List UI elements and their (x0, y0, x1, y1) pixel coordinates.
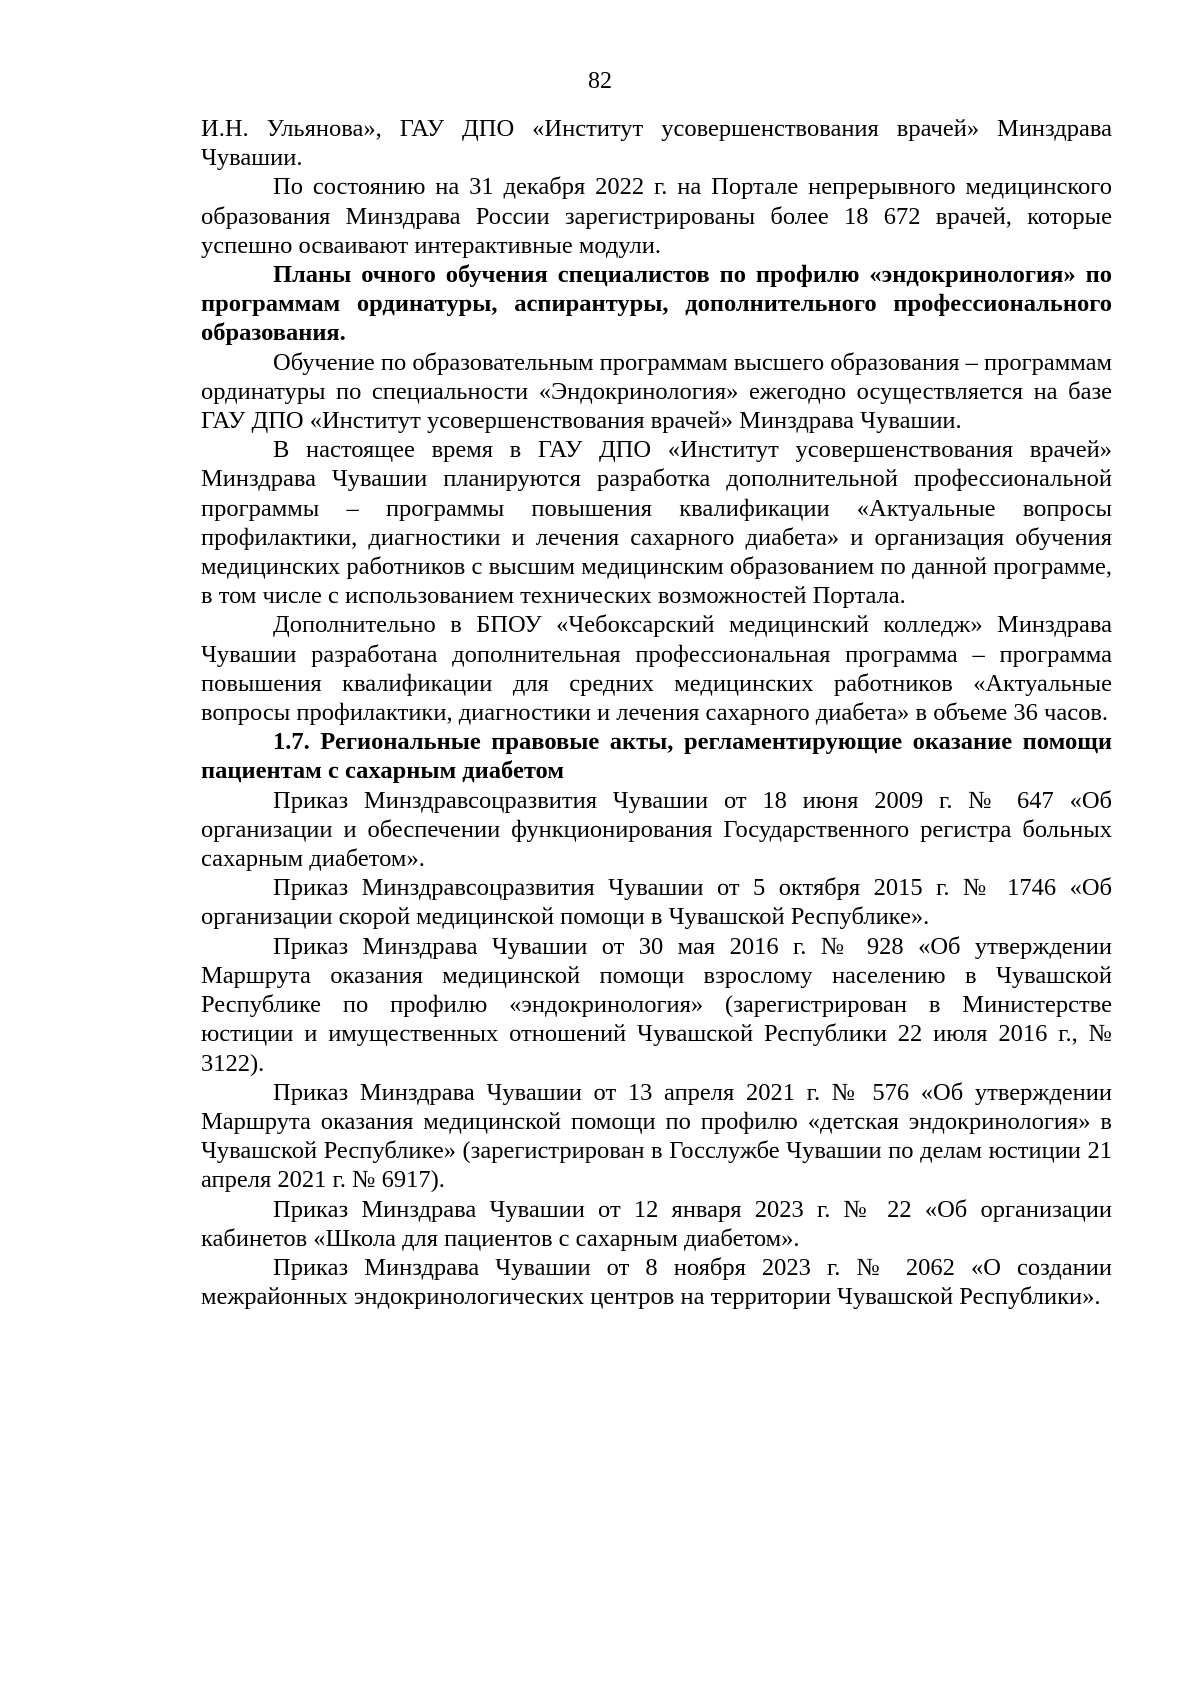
paragraph-continuation: И.Н. Ульянова», ГАУ ДПО «Институт усовершенствования врачей» Минздрава Чувашии. (201, 115, 1112, 172)
paragraph-residency-training: Обучение по образовательным программам высшего образования – программам ординатуры по специальности «Эндокринология» ежегодно осуществляется на базе ГАУ ДПО «Институт усовершенствования врачей» Минздрава Чувашии. (201, 348, 1112, 435)
page-number: 82 (588, 68, 612, 94)
paragraph-portal-registration: По состоянию на 31 декабря 2022 г. на Портале непрерывного медицинского образования Минздрава России зарегистрированы более 18 672 врачей, которые успешно осваивают интерактивные модули. (201, 173, 1112, 259)
section-heading-legal-acts: 1.7. Региональные правовые акты, регламентирующие оказание помощи пациентам с сахарным диабетом (201, 728, 1112, 785)
paragraph-order-928: Приказ Минздрава Чувашии от 30 мая 2016 г. № 928 «Об утверждении Маршрута оказания медицинской помощи взрослому населению в Чувашской Республике по профилю «эндокринология» (зарегистрирован в Министерстве юстиции и имущественных отношений Чувашской Республики 22 июля 2016 г., № 3122). (201, 932, 1112, 1077)
paragraph-qualification-program: В настоящее время в ГАУ ДПО «Институт усовершенствования врачей» Минздрава Чувашии планируются разработка дополнительной профессиональной программы – программы повышения квалификации «Актуальные вопросы профилактики, диагностики и лечения сахарного диабета» и организация обучения медицинских работников с высшим медицинским образованием по данной программе, в том числе с использованием технических возможностей Портала. (201, 436, 1112, 610)
paragraph-order-22: Приказ Минздрава Чувашии от 12 января 2023 г. № 22 «Об организации кабинетов «Школа для пациентов с сахарным диабетом». (201, 1195, 1112, 1252)
document-body (201, 114, 1112, 1311)
paragraph-order-2062: Приказ Минздрава Чувашии от 8 ноября 2023 г. № 2062 «О создании межрайонных эндокринологических центров на территории Чувашской Республики». (201, 1253, 1112, 1311)
section-heading-training-plans: Планы очного обучения специалистов по профилю «эндокринология» по программам ординатуры, аспирантуры, дополнительного профессионального образования. (201, 261, 1112, 347)
paragraph-college-program: Дополнительно в БПОУ «Чебоксарский медицинский колледж» Минздрава Чувашии разработана дополнительная профессиональная программа – программа повышения квалификации для средних медицинских работников «Актуальные вопросы профилактики, диагностики и лечения сахарного диабета» в объеме 36 часов. (201, 611, 1112, 727)
paragraph-order-576: Приказ Минздрава Чувашии от 13 апреля 2021 г. № 576 «Об утверждении Маршрута оказания медицинской помощи по профилю «детская эндокринология» в Чувашской Республике» (зарегистрирован в Госслужбе Чувашии по делам юстиции 21 апреля 2021 г. № 6917). (201, 1078, 1112, 1194)
paragraph-order-1746: Приказ Минздравсоцразвития Чувашии от 5 октября 2015 г. № 1746 «Об организации скорой медицинской помощи в Чувашской Республике». (201, 874, 1112, 931)
paragraph-order-647: Приказ Минздравсоцразвития Чувашии от 18 июня 2009 г. № 647 «Об организации и обеспечении функционирования Государственного регистра больных сахарным диабетом». (201, 786, 1112, 873)
